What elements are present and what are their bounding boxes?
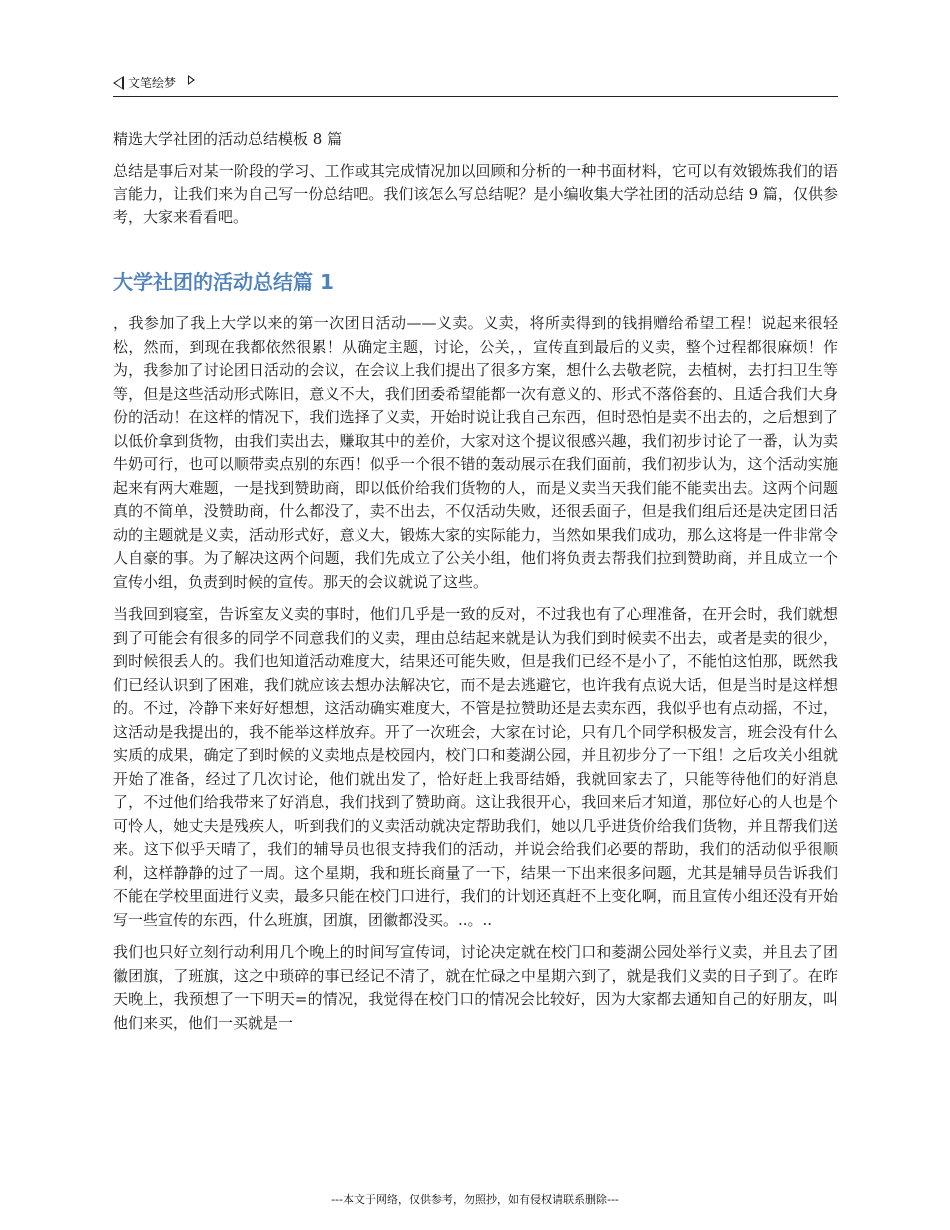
body-paragraph-2: 当我回到寝室，告诉室友义卖的事时，他们几乎是一致的反对，不过我也有了心理准备，在开会时，我们就想到了可能会有很多的同学不同意我们的义卖，理由总结起来就是认为我们到时候卖不出去，或者是卖的很少，到时候很丢人的。我们也知道活动难度大，结果还可能失败，但是我们已经不是小了，不能怕这怕那，既然我们已经认识到了困难，我们就应该去想办法解决它，而不是去逃避它，也许我有点说大话，但是当时是这样想的。不过，冷静下来好好想想，这活动确实难度大，不管是拉赞助还是去卖东西，我似乎也有点动摇，不过，这活动是我提出的，我不能举这样放弃。开了一次班会，大家在讨论，只有几个同学积极发言，班会没有什么实质的成果，确定了到时候的义卖地点是校园内，校门口和菱湖公园，并且初步分了一下组！之后攻关小组就开始了准备，经过了几次讨论，他们就出发了，恰好赶上我哥结婚，我就回家去了，只能等待他们的好消息了，不过他们给我带来了好消息，我们找到了赞助商。这让我很开心，我回来后才知道，那位好心的人也是个可怜人，她丈夫是残疾人，听到我们的义卖活动就决定帮助我们，她以几乎进货价给我们货物，并且帮我们送来。这下似乎天晴了，我们的辅导员也很支持我们的活动，并说会给我们必要的帮助，我们的活动似乎很顺利，这样静静的过了一周。这个星期，我和班长商量了一下，结果一下出来很多问题，尤其是辅导员告诉我们不能在学校里面进行义卖，最多只能在校门口进行，我们的计划还真赶不上变化啊，而且宣传小组还没有开始写一些宣传的东西，什么班旗，团旗，团徽都没买。..。.. xyxy=(113,605,838,929)
section-heading: 大学社团的活动总结篇 1 xyxy=(113,270,334,294)
triangle-right-icon xyxy=(188,75,195,85)
document-title: 精选大学社团的活动总结模板 8 篇 xyxy=(113,130,343,148)
triangle-left-icon xyxy=(113,76,124,90)
body-paragraph-1: ，我参加了我上大学以来的第一次团日活动——义卖。义卖，将所卖得到的钱捐赠给希望工程！说起来很轻松，然而，到现在我都依然很累！从确定主题，讨论，公关，，宣传直到最后的义卖，整个过程都很麻烦！作为，我参加了讨论团日活动的会议，在会议上我们提出了很多方案，想什么去敬老院，去植树，去打扫卫生等等，但是这些活动形式陈旧，意义不大，我们团委希望能都一次有意义的、形式不落俗套的、且适合我们大身份的活动！在这样的情况下，我们选择了义卖，开始时说让我自己东西，但时恐怕是卖不出去的，之后想到了以低价拿到货物，由我们卖出去，赚取其中的差价，大家对这个提议很感兴趣，我们初步讨论了一番，认为卖牛奶可行，也可以顺带卖点别的东西！似乎一个很不错的轰动展示在我们面前，我们初步认为，这个活动实施起来有两大难题，一是找到赞助商，即以低价给我们货物的人，而是义卖当天我们能不能卖出去。这两个问题真的不简单，没赞助商，什么都没了，卖不出去，不仅活动失败，还很丢面子，但是我们组后还是决定团日活动的主题就是义卖，活动形式好，意义大，锻炼大家的实际能力，当然如果我们成功，那么这将是一件非常令人自豪的事。为了解决这两个问题，我们先成立了公关小组，他们将负责去帮我们拉到赞助商，并且成立一个宣传小组，负责到时候的宣传。那天的会议就说了这些。 xyxy=(113,314,838,591)
intro-paragraph: 总结是事后对某一阶段的学习、工作或其完成情况加以回顾和分析的一种书面材料，它可以有效锻炼我们的语言能力，让我们来为自己写一份总结吧。我们该怎么写总结呢？是小编收集大学社团的活动总结 9 篇，仅供参考，大家来看看吧。 xyxy=(113,162,838,226)
page-footer: ---本文于网络，仅供参考，勿照抄，如有侵权请联系删除--- xyxy=(331,1193,619,1206)
page-header xyxy=(113,72,838,97)
section-body xyxy=(113,312,838,1044)
body-paragraph-3: 我们也只好立刻行动利用几个晚上的时间写宣传词，讨论决定就在校门口和菱湖公园处举行义卖，并且去了团徽团旗，了班旗，这之中琐碎的事已经记不清了，就在忙碌之中星期六到了，就是我们义卖的日子到了。在昨天晚上，我预想了一下明天=的情况，我觉得在校门口的情况会比较好，因为大家都去通知自己的好朋友，叫他们来买，他们一买就是一 xyxy=(113,943,838,1032)
brand xyxy=(113,74,195,91)
brand-text: 文笔绘梦 xyxy=(128,76,177,90)
